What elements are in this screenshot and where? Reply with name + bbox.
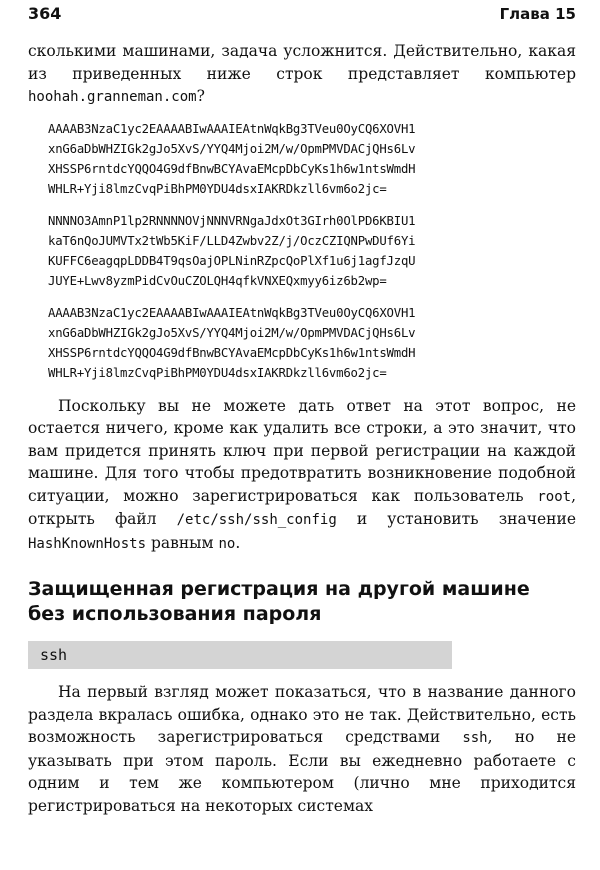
code-line: JUYE+Lwv8yzmPidCvOuCZOLQH4qfkVNXEQxmyy6iz6b2wp=	[48, 273, 387, 288]
code-line: WHLR+Yji8lmzCvqPiBhPM0YDU4dsxIAKRDkzll6vm6o2jc=	[48, 181, 387, 196]
chapter-title: Глава 15	[499, 5, 576, 23]
code-line: AAAAB3NzaC1yc2EAAAABIwAAAIEAtnWqkBg3TVeu0OyCQ6XOVH1	[48, 121, 416, 136]
code-line: XHSSP6rntdcYQQO4G9dfBnwBCYAvaEMcpDbCyKs1h6w1ntsWmdH	[48, 345, 416, 360]
intro-text: сколькими машинами, задача усложнится. Действительно, какая из приведенных ниже строк представляет компьютер	[28, 42, 576, 83]
section-heading-line: без использования пароля	[28, 603, 322, 625]
key-block-2	[48, 211, 576, 291]
code-line: XHSSP6rntdcYQQO4G9dfBnwBCYAvaEMcpDbCyKs1h6w1ntsWmdH	[48, 161, 416, 176]
option-value: no	[218, 535, 236, 552]
intro-paragraph	[28, 40, 576, 109]
section-heading	[28, 577, 576, 627]
explanation-paragraph	[28, 395, 576, 556]
hostname: hoohah.granneman.com	[28, 89, 197, 105]
ssh-command: ssh	[462, 730, 488, 746]
page-number: 364	[28, 4, 62, 23]
code-line: NNNNO3AmnP1lp2RNNNNOVjNNNVRNgaJdxOt3GIrh0OlPD6KBIU1	[48, 213, 416, 228]
body-text: , но не указывать при этом пароль. Если вы ежедневно работаете с одним и тем же компьютером (лично мне приходится регистрироваться на некоторых системах	[28, 728, 577, 815]
option-name: HashKnownHosts	[28, 535, 147, 552]
code-line: kaT6nQoJUMVTx2tWb5KiF/LLD4Zwbv2Z/j/OczCZIQNPwDUf6Yi	[48, 233, 416, 248]
explanation-text: Поскольку вы не можете дать ответ на этот вопрос, не остается ничего, кроме как удалить все строки, а это значит, что вам придется принять ключ при первой регистрации на каждой машине. Для того чтобы предотвратить возникновение подобной ситуации, можно зарегистрироваться как пользователь	[28, 396, 576, 505]
explanation-text: , открыть файл	[28, 486, 576, 528]
key-block-1	[48, 119, 576, 199]
code-line: KUFFC6eagqpLDDB4T9qsOajOPLNinRZpcQoPlXf1u6j1agfJzqU	[48, 253, 416, 268]
code-line: xnG6aDbWHZIGk2gJo5XvS/YYQ4Mjoi2M/w/OpmPMVDACjQHs6Lv	[48, 141, 416, 156]
body-text: На первый взгляд может показаться, что в название данного раздела вкралась ошибка, однако это не так. Действительно, есть возможность зарегистрироваться средствами	[28, 683, 576, 746]
explanation-text: равным	[146, 533, 219, 552]
explanation-text: .	[235, 533, 241, 552]
intro-end: ?	[196, 87, 205, 105]
key-block-3	[48, 303, 576, 383]
code-line: xnG6aDbWHZIGk2gJo5XvS/YYQ4Mjoi2M/w/OpmPMVDACjQHs6Lv	[48, 325, 416, 340]
book-page	[28, 4, 576, 817]
root-user: root	[537, 488, 572, 505]
command-bar: ssh	[28, 641, 452, 669]
config-path: /etc/ssh/ssh_config	[176, 512, 337, 528]
page-header	[28, 4, 576, 30]
code-line: WHLR+Yji8lmzCvqPiBhPM0YDU4dsxIAKRDkzll6vm6o2jc=	[48, 365, 387, 380]
explanation-text: и установить значение	[336, 510, 576, 528]
section-heading-line: Защищенная регистрация на другой машине	[28, 578, 530, 600]
code-line: AAAAB3NzaC1yc2EAAAABIwAAAIEAtnWqkBg3TVeu0OyCQ6XOVH1	[48, 305, 416, 320]
body-paragraph	[28, 681, 576, 817]
